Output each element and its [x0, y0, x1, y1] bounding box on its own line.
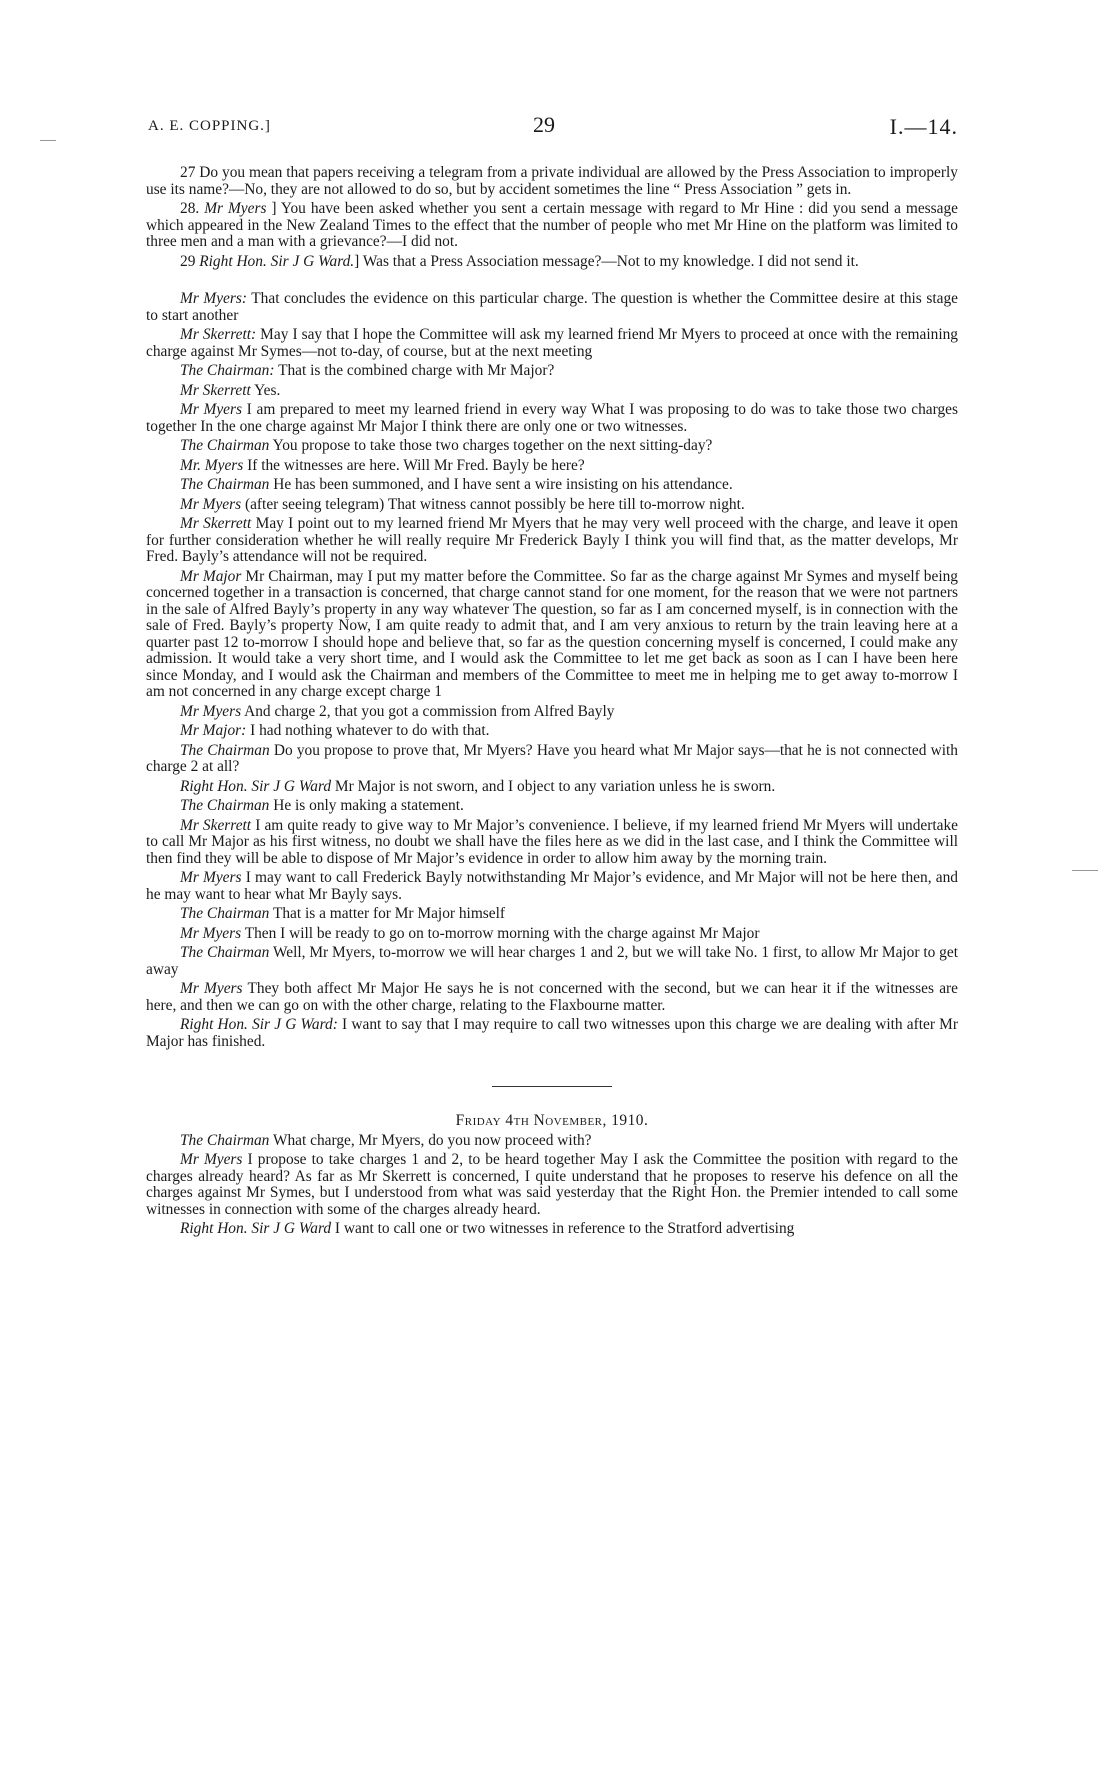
speech-text: May I say that I hope the Committee will ask my learned friend Mr Myers to proceed at once with the remaining charge against Mr Symes—not to-day, of course, but at the next meeting	[146, 326, 958, 360]
paragraph	[146, 165, 958, 198]
speech-text: I may want to call Frederick Bayly notwithstanding Mr Major’s evidence, and Mr Major will not be here then, and he may want to hear what Mr Bayly says.	[146, 869, 958, 903]
paragraph	[146, 438, 958, 455]
speaker-name: Mr Major:	[180, 722, 247, 739]
speech-text: Well, Mr Myers, to-morrow we will hear charges 1 and 2, but we will take No. 1 first, to allow Mr Major to get away	[146, 944, 958, 978]
speech-text: You propose to take those two charges together on the next sitting-day?	[269, 437, 713, 454]
speech-text: That concludes the evidence on this particular charge. The question is whether the Committee desire at this stage to start another	[146, 290, 958, 324]
question-text: 29	[180, 252, 200, 270]
paragraph	[146, 704, 958, 721]
speaker-name: Mr Skerrett	[180, 381, 251, 399]
speaker-name: Mr Myers	[180, 1151, 243, 1168]
section-divider	[492, 1086, 612, 1087]
speaker-name: Mr Myers	[180, 869, 242, 886]
speaker-name: Mr Myers	[180, 924, 242, 942]
margin-mark	[1072, 870, 1098, 871]
speech-text: Mr Major is not sworn, and I object to any variation unless he is sworn.	[331, 777, 776, 795]
paragraph	[146, 1133, 958, 1150]
page-body	[146, 165, 958, 1241]
paragraph	[146, 402, 958, 435]
speech-text: He is only making a statement.	[269, 797, 464, 814]
speech-text: Do you propose to prove that, Mr Myers? Have you heard what Mr Major says—that he is not connected with charge 2 at all?	[146, 741, 958, 775]
speaker-name: The Chairman	[180, 905, 270, 922]
speaker-name: Mr Myers	[180, 495, 242, 513]
speaker-name: Right Hon. Sir J G Ward.	[199, 252, 355, 270]
paragraph	[146, 1017, 958, 1050]
paragraph	[146, 497, 958, 514]
document-reference: I.—14.	[889, 114, 958, 139]
speaker-name: The Chairman	[180, 944, 270, 961]
speaker-name: The Chairman:	[180, 362, 275, 379]
speaker-name: Mr Myers:	[180, 290, 247, 307]
speech-text: Then I will be ready to go on to-morrow morning with the charge against Mr Major	[241, 924, 760, 942]
paragraph	[146, 779, 958, 796]
speaker-name: The Chairman	[180, 476, 270, 493]
paragraph	[146, 1152, 958, 1218]
speaker-name: Mr Major	[180, 567, 242, 585]
page-number: 29	[533, 112, 555, 137]
speech-text: I am prepared to meet my learned friend in every way What I was proposing to do was to take those two charges together In the one charge against Mr Major I think there are only one or two witnesses.	[146, 401, 958, 435]
paragraph	[146, 798, 958, 815]
speaker-name: The Chairman	[180, 797, 270, 814]
discussion-section	[146, 291, 958, 1050]
paragraph	[146, 516, 958, 566]
speech-text: What charge, Mr Myers, do you now proceed with?	[269, 1131, 592, 1149]
speech-text: May I point out to my learned friend Mr Myers that he may very well proceed with the charge, and leave it open for further consideration whether he will really require Mr Frederick Bayly I think you will find that, as the matter develops, Mr Fred. Bayly’s attendance will not be required.	[146, 515, 958, 565]
speaker-name: Mr Myers	[180, 980, 243, 997]
paragraph	[146, 906, 958, 923]
running-head-left: A. E. COPPING.]	[148, 118, 271, 134]
speech-text: I want to say that I may require to call two witnesses upon this charge we are dealing with after Mr Major has finished.	[146, 1016, 958, 1050]
paragraph	[146, 723, 958, 740]
speaker-name: Mr Skerrett	[180, 515, 252, 532]
speech-text: And charge 2, that you got a commission from Alfred Bayly	[241, 702, 615, 720]
speaker-name: Mr Myers	[204, 200, 267, 217]
speaker-name: Mr. Myers	[180, 456, 244, 474]
paragraph	[146, 363, 958, 380]
speaker-name: The Chairman	[180, 437, 270, 454]
paragraph	[146, 569, 958, 701]
paragraph	[146, 458, 958, 475]
page-header	[148, 112, 958, 142]
speaker-name: The Chairman	[180, 741, 270, 759]
paragraph	[146, 743, 958, 776]
speech-text: Mr Chairman, may I put my matter before the Committee. So far as the charge against Mr Symes and myself being concerned together in a transaction is concerned, that charge cannot stand for one moment, for the reason that we were not partners in the sale of Alfred Bayly’s property in any way whatever The question, so far as I am concerned myself, is in connection with the sale of Fred. Bayly’s property Now, I am quite ready to admit that, and I am very anxious to return by the train leaving here at a quarter past 12 to-morrow I should hope and believe that, so far as the question concerning myself is concerned, I could make any admission. It would take a very short time, and I would ask the Committee to let me get back as soon as I can I have been here since Monday, and I would ask the Chairman and members of the Committee to meet me in helping me to get away to-morrow I am not concerned in any charge except charge 1	[146, 567, 958, 700]
paragraph	[146, 870, 958, 903]
paragraph	[146, 327, 958, 360]
paragraph	[146, 201, 958, 251]
speech-text: Yes.	[250, 381, 281, 399]
speech-text: I am quite ready to give way to Mr Major’s convenience. I believe, if my learned friend Mr Myers will undertake to call Mr Major as his first witness, no doubt we shall have the files here as we did in the last case, and I think the Committee will then find they will be able to dispose of Mr Major’s evidence in order to allow him away by the morning train.	[146, 816, 958, 867]
speaker-name: Mr Skerrett	[180, 816, 252, 834]
discussion-section-friday	[146, 1133, 958, 1238]
speech-text: That is the combined charge with Mr Major?	[274, 362, 555, 379]
speaker-name: Right Hon. Sir J G Ward	[180, 777, 332, 795]
question-text: 27 Do you mean that papers receiving a telegram from a private individual are allowed by the Press Association to improperly use its name?—No, they are not allowed to do so, but by accident sometimes the line “ Press Association ” gets in.	[146, 164, 958, 198]
paragraph	[146, 1221, 958, 1238]
speech-text: I want to call one or two witnesses in reference to the Stratford advertising	[331, 1220, 795, 1237]
speaker-name: Right Hon. Sir J G Ward	[180, 1220, 332, 1237]
question-section	[146, 165, 958, 270]
speaker-name: The Chairman	[180, 1131, 270, 1149]
speech-text: He has been summoned, and I have sent a wire insisting on his attendance.	[269, 476, 733, 493]
paragraph	[146, 926, 958, 943]
paragraph	[146, 945, 958, 978]
speaker-name: Mr Myers	[180, 401, 242, 418]
paragraph	[146, 981, 958, 1014]
paragraph	[146, 818, 958, 868]
paragraph	[146, 254, 958, 271]
speech-text: I propose to take charges 1 and 2, to be heard together May I ask the Committee the position with regard to the charges already heard? As far as Mr Skerrett is concerned, I quite understand that he proposes to reserve his defence on all the charges against Mr Symes, but I understood from what was said yesterday that the Right Hon. the Premier intended to call some witnesses in connection with some of the charges already heard.	[146, 1151, 958, 1218]
speech-text: If the witnesses are here. Will Mr Fred. Bayly be here?	[243, 456, 585, 474]
question-text: ] You have been asked whether you sent a certain message with regard to Mr Hine : did you send a message which appeared in the New Zealand Times to the effect that the number of people who met Mr Hine on the platform was limited to three men and a man with a grievance?—I did not.	[146, 200, 958, 250]
speaker-name: Mr Myers	[180, 702, 242, 720]
speaker-name: Mr Skerrett:	[180, 326, 257, 343]
margin-mark	[40, 140, 56, 141]
question-text: ] Was that a Press Association message?—Not to my knowledge. I did not send it.	[354, 252, 859, 270]
paragraph	[146, 477, 958, 494]
question-text: 28.	[180, 200, 205, 217]
paragraph	[146, 291, 958, 324]
speech-text: I had nothing whatever to do with that.	[246, 722, 490, 739]
dateline: Friday 4th November, 1910.	[455, 1112, 649, 1129]
speech-text: They both affect Mr Major He says he is not concerned with the second, but we can hear it if the witnesses are here, and then we can go on with the other charge, relating to the Flaxbourne matter.	[146, 980, 958, 1014]
speech-text: (after seeing telegram) That witness cannot possibly be here till to-morrow night.	[241, 495, 745, 513]
speech-text: That is a matter for Mr Major himself	[269, 905, 506, 922]
paragraph	[146, 383, 958, 400]
speaker-name: Right Hon. Sir J G Ward:	[180, 1016, 338, 1033]
